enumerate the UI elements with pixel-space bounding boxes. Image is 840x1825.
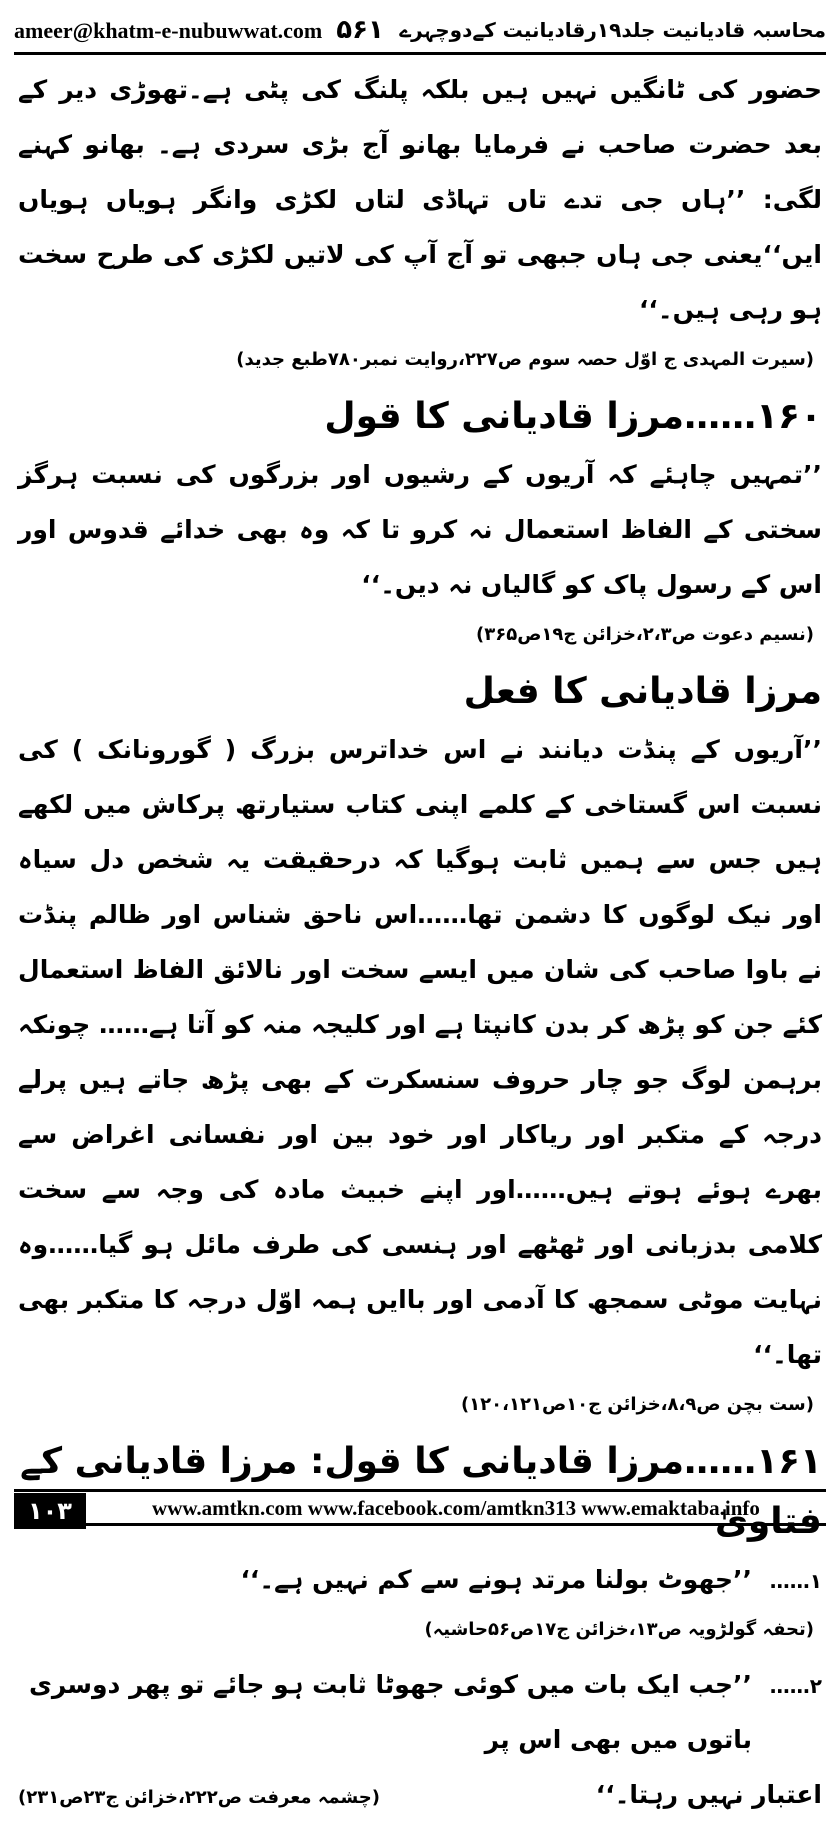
header-left [14,15,384,45]
header-email: ameer@khatm-e-nubuwwat.com [14,18,323,43]
fatwa-item-1 [18,1552,822,1607]
fatwa-item-2 [18,1657,822,1767]
item-2-text: ’’جب ایک بات میں کوئی جھوٹا ثابت ہو جائے تو پھر دوسری باتوں میں بھی اس پر [28,1670,752,1754]
paragraph-1: حضور کی ٹانگیں نہیں ہیں بلکہ پلنگ کی پٹی ہے۔تھوڑی دیر کے بعد حضرت صاحب نے فرمایا بھانو آج بڑی سردی ہے۔ بھانو کہنے لگی: ’’ہاں جی تدے تاں تہاڈی لتاں لکڑی وانگر ہویاں ہویاں ایں‘‘یعنی جی ہاں جبھی تو آج آپ کی لاتیں لکڑی کی طرح سخت ہو رہی ہیں۔‘‘ [18,75,822,324]
heading-fel: مرزا قادیانی کا فعل [463,671,822,712]
item-1-number: ۱…… [769,1569,822,1593]
reference-2: (نسیم دعوت ص۲،۳،خزائن ج۱۹ص۳۶۵) [475,624,814,645]
reference-5: (چشمہ معرفت ص۲۲۲،خزائن ج۲۳ص۲۳۱) [18,1787,380,1808]
reference-1: (سیرت المہدی ج اوّل حصہ سوم ص۲۲۷،روایت نمبر۷۸۰طبع جدید) [236,349,814,370]
heading-160: ۱۶۰……مرزا قادیانی کا قول [324,396,822,437]
footer-links: www.amtkn.com www.facebook.com/amtkn313 www.emaktaba.info [86,1496,826,1526]
item-1-text: ’’جھوٹ بولنا مرتد ہونے سے کم نہیں ہے۔‘‘ [240,1565,752,1594]
page-body [18,62,822,1825]
paragraph-3: ’’آریوں کے پنڈت دیانند نے اس خداترس بزرگ ( گورونانک ) کی نسبت اس گستاخی کے کلمے اپنی کتاب ستیارتھ پرکاش میں لکھے ہیں جس سے ہمیں ثابت ہوگیا کہ درحقیقت یہ شخص دل سیاہ اور نیک لوگوں کا دشمن تھا……اس ناحق شناس اور ظالم پنڈت نے باوا صاحب کی شان میں ایسے سخت اور نالائق الفاظ استعمال کئے جن کو پڑھ کر بدن کانپتا ہے اور کلیجہ منہ کو آتا ہے…… چونکہ برہمن لوگ جو چار حروف سنسکرت کے بھی پڑھ جاتے ہیں پرلے درجہ کے متکبر اور ریاکار اور خود بین اور نفسانی اغراض سے بھرے ہوئے ہوتے ہیں……اور اپنے خبیث مادہ کی وجہ سے سخت کلامی بدزبانی اور ٹھٹھے اور ہنسی کی طرف مائل ہو گیا……وہ نہایت موٹی سمجھ کا آدمی اور باایں ہمہ اوّل درجہ کا متکبر بھی تھا۔‘‘ [18,735,822,1369]
item-2-number: ۲…… [769,1674,822,1698]
header-title: محاسبہ قادیانیت جلد۱۹رقادیانیت کےدوچہرے [399,18,826,42]
header-page-number: ۵۶۱ [336,15,384,45]
reference-3: (ست بچن ص۸،۹،خزائن ج۱۰ص۱۲۰،۱۲۱) [460,1394,814,1415]
heading-161: ۱۶۱……مرزا قادیانی کا قول: مرزا قادیانی کے فتاویٰ [20,1441,822,1542]
item-2-continuation-row [18,1767,822,1825]
paragraph-2: ’’تمہیں چاہئے کہ آریوں کے رشیوں اور بزرگوں کی نسبت ہرگز سختی کے الفاظ استعمال نہ کرو تا کہ وہ بھی خدائے قدوس اور اس کے رسول پاک کو گالیاں نہ دیں۔‘‘ [18,460,822,599]
reference-4: (تحفہ گولڑویہ ص۱۳،خزائن ج۱۷ص۵۶حاشیہ) [424,1619,814,1640]
item-2-continuation: اعتبار نہیں رہتا۔‘‘ [595,1780,822,1809]
footer-page-number: ۱۰۳ [14,1493,86,1529]
page-footer [14,1489,826,1530]
page-header [14,8,826,55]
